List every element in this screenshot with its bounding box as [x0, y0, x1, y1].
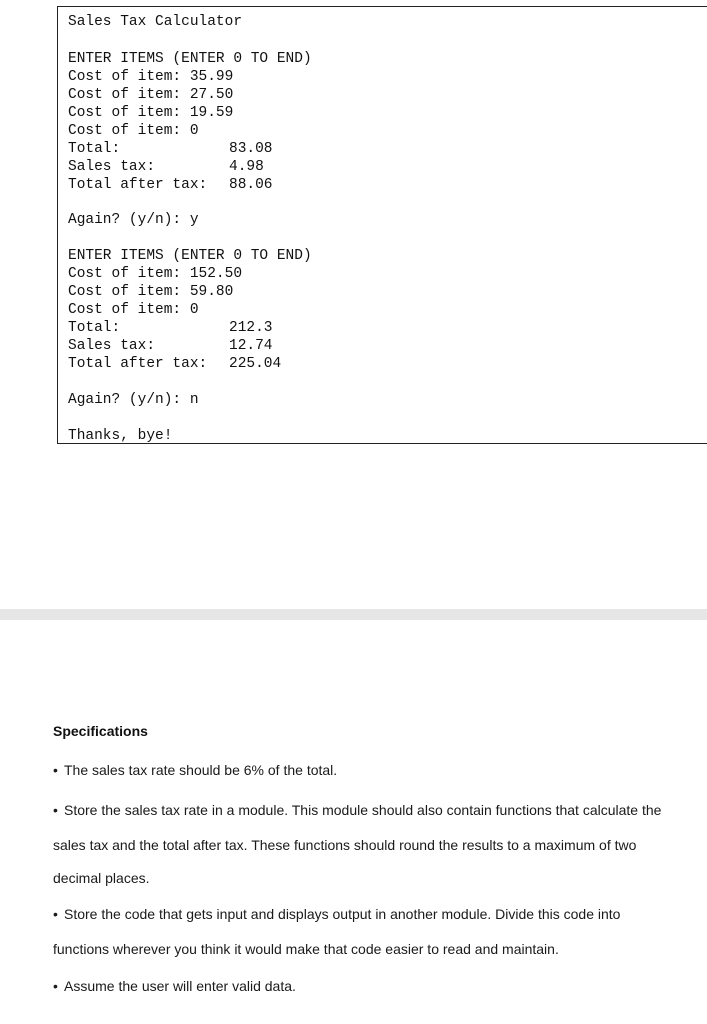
- farewell-message: Thanks, bye!: [68, 428, 173, 444]
- spec-bullet-line: [53, 761, 337, 779]
- run1-item-line: Cost of item: 19.59: [68, 105, 234, 121]
- run1-again-prompt: Again? (y/n): y: [68, 212, 199, 228]
- run1-header: ENTER ITEMS (ENTER 0 TO END): [68, 51, 312, 67]
- run2-total-label: Total:: [68, 320, 121, 336]
- run2-again-prompt: Again? (y/n): n: [68, 392, 199, 408]
- spec-continuation-line: [53, 869, 150, 887]
- run2-after-value: 225.04: [229, 356, 282, 372]
- run2-item-line: Cost of item: 152.50: [68, 266, 243, 282]
- run1-item-line: Cost of item: 27.50: [68, 87, 234, 103]
- run2-total-value: 212.3: [229, 320, 273, 336]
- run1-after-value: 88.06: [229, 177, 273, 193]
- run2-header: ENTER ITEMS (ENTER 0 TO END): [68, 248, 312, 264]
- run1-after-label: Total after tax:: [68, 177, 208, 193]
- bullet-icon: •: [53, 802, 58, 818]
- run1-item-line: Cost of item: 35.99: [68, 69, 234, 85]
- console-output: [57, 6, 707, 444]
- spec-bullet-line: [53, 801, 661, 819]
- spec-bullet-line: [53, 905, 620, 923]
- run1-tax-value: 4.98: [229, 159, 264, 175]
- run2-after-label: Total after tax:: [68, 356, 208, 372]
- run2-item-line: Cost of item: 59.80: [68, 284, 234, 300]
- run1-item-line: Cost of item: 0: [68, 123, 199, 139]
- spec-text: Store the code that gets input and displays output in another module. Divide this code into: [64, 906, 621, 922]
- run1-total-value: 83.08: [229, 141, 273, 157]
- spec-text: Store the sales tax rate in a module. This module should also contain functions that calculate the: [64, 802, 662, 818]
- spec-text: The sales tax rate should be 6% of the total.: [64, 762, 338, 778]
- specifications-heading: Specifications: [53, 723, 148, 739]
- spec-continuation-line: [53, 836, 636, 854]
- spec-text: functions wherever you think it would make that code easier to read and maintain.: [53, 941, 559, 957]
- spec-text: sales tax and the total after tax. These functions should round the results to a maximum of two: [53, 837, 637, 853]
- spec-text: decimal places.: [53, 870, 150, 886]
- spec-text: Assume the user will enter valid data.: [64, 978, 296, 994]
- console-title: Sales Tax Calculator: [68, 14, 243, 30]
- run2-tax-label: Sales tax:: [68, 338, 156, 354]
- run2-item-line: Cost of item: 0: [68, 302, 199, 318]
- bullet-icon: •: [53, 978, 58, 994]
- bullet-icon: •: [53, 906, 58, 922]
- spec-bullet-line: [53, 977, 296, 995]
- spec-continuation-line: [53, 940, 559, 958]
- run1-tax-label: Sales tax:: [68, 159, 156, 175]
- run1-total-label: Total:: [68, 141, 121, 157]
- section-divider: [0, 609, 707, 620]
- bullet-icon: •: [53, 762, 58, 778]
- run2-tax-value: 12.74: [229, 338, 273, 354]
